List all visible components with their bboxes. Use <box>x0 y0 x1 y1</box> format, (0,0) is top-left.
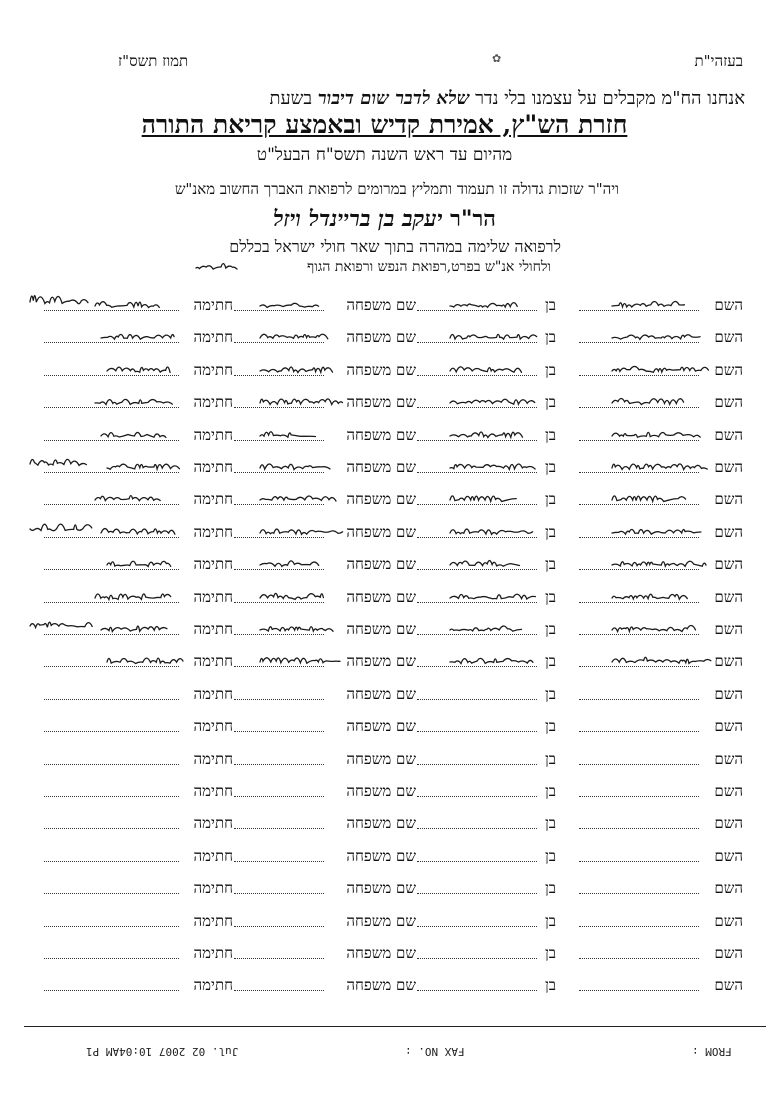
signature-field[interactable] <box>44 361 179 376</box>
signature-label: חתימה <box>193 620 233 638</box>
ben-label: בן <box>544 620 556 638</box>
name-field[interactable] <box>579 652 699 667</box>
signature-field[interactable] <box>44 458 179 473</box>
ben-label: בן <box>544 944 556 962</box>
form-row <box>0 588 769 610</box>
name-label: השם <box>714 782 743 800</box>
father-name-field[interactable] <box>417 523 537 538</box>
signature-field[interactable] <box>44 912 179 927</box>
pledge-title <box>0 110 769 140</box>
form-row <box>0 296 769 318</box>
father-name-field[interactable] <box>417 912 537 927</box>
patient-line <box>0 206 769 232</box>
name-field[interactable] <box>579 555 699 570</box>
family-label: שם משפחה <box>346 750 416 768</box>
family-label: שם משפחה <box>346 426 416 444</box>
ben-label: בן <box>544 555 556 573</box>
ben-label: בן <box>544 523 556 541</box>
ben-label: בן <box>544 652 556 670</box>
name-field[interactable] <box>579 750 699 765</box>
family-name-field[interactable] <box>234 685 324 700</box>
family-label: שם משפחה <box>346 458 416 476</box>
form-row <box>0 361 769 383</box>
header-date: תמוז תשס"ז <box>118 52 189 70</box>
signature-label: חתימה <box>193 328 233 346</box>
name-label: השם <box>714 750 743 768</box>
form-row <box>0 976 769 998</box>
patient-prefix: הר"ר <box>450 206 496 232</box>
name-field[interactable] <box>579 426 699 441</box>
name-label: השם <box>714 879 743 897</box>
form-row <box>0 426 769 448</box>
signature-field[interactable] <box>44 685 179 700</box>
family-label: שם משפחה <box>346 620 416 638</box>
fax-from: FROM : <box>692 1045 732 1058</box>
name-field[interactable] <box>579 912 699 927</box>
father-name-field[interactable] <box>417 426 537 441</box>
name-field[interactable] <box>579 782 699 797</box>
family-label: שם משפחה <box>346 944 416 962</box>
name-label: השם <box>714 652 743 670</box>
signature-label: חתימה <box>193 523 233 541</box>
ben-label: בן <box>544 879 556 897</box>
form-row <box>0 847 769 869</box>
family-label: שם משפחה <box>346 490 416 508</box>
name-field[interactable] <box>579 296 699 311</box>
father-name-field[interactable] <box>417 976 537 991</box>
signature-label: חתימה <box>193 296 233 314</box>
signature-field[interactable] <box>44 782 179 797</box>
family-name-field[interactable] <box>234 879 324 894</box>
dedication-line: ויה"ר שזכות גדולה זו תעמוד ותמליץ במרומים לרפואת האברך החשוב מאנ"ש <box>174 180 619 198</box>
name-field[interactable] <box>579 588 699 603</box>
ben-label: בן <box>544 782 556 800</box>
signature-field[interactable] <box>44 976 179 991</box>
signature-field[interactable] <box>44 588 179 603</box>
patient-name: יעקב בן בריינדל ויזל <box>273 206 443 232</box>
form-row <box>0 523 769 545</box>
name-field[interactable] <box>579 685 699 700</box>
family-name-field[interactable] <box>234 847 324 862</box>
signature-label: חתימה <box>193 588 233 606</box>
name-label: השם <box>714 296 743 314</box>
name-label: השם <box>714 458 743 476</box>
bottom-rule <box>24 1026 766 1027</box>
signature-label: חתימה <box>193 879 233 897</box>
family-label: שם משפחה <box>346 879 416 897</box>
ben-label: בן <box>544 685 556 703</box>
ben-label: בן <box>544 296 556 314</box>
name-label: השם <box>714 912 743 930</box>
name-field[interactable] <box>579 523 699 538</box>
signature-field[interactable] <box>44 879 179 894</box>
signature-field[interactable] <box>44 426 179 441</box>
father-name-field[interactable] <box>417 328 537 343</box>
family-name-field[interactable] <box>234 523 324 538</box>
signature-label: חתימה <box>193 555 233 573</box>
intro-text-b: בשעת <box>269 88 313 109</box>
name-label: השם <box>714 976 743 994</box>
family-name-field[interactable] <box>234 296 324 311</box>
signature-label: חתימה <box>193 490 233 508</box>
signature-field[interactable] <box>44 328 179 343</box>
ben-label: בן <box>544 976 556 994</box>
family-name-field[interactable] <box>234 652 324 667</box>
father-name-field[interactable] <box>417 620 537 635</box>
name-label: השם <box>714 685 743 703</box>
name-field[interactable] <box>579 458 699 473</box>
ben-label: בן <box>544 847 556 865</box>
family-label: שם משפחה <box>346 782 416 800</box>
family-name-field[interactable] <box>234 328 324 343</box>
father-name-field[interactable] <box>417 296 537 311</box>
name-label: השם <box>714 490 743 508</box>
father-name-field[interactable] <box>417 944 537 959</box>
pledge-period: מהיום עד ראש השנה תשס"ח הבעל"ט <box>256 145 513 165</box>
family-name-field[interactable] <box>234 717 324 732</box>
ben-label: בן <box>544 458 556 476</box>
family-label: שם משפחה <box>346 523 416 541</box>
signature-label: חתימה <box>193 717 233 735</box>
form-row <box>0 458 769 480</box>
family-label: שם משפחה <box>346 588 416 606</box>
form-row <box>0 393 769 415</box>
family-label: שם משפחה <box>346 328 416 346</box>
form-row <box>0 879 769 901</box>
name-field[interactable] <box>579 361 699 376</box>
signature-field[interactable] <box>44 555 179 570</box>
father-name-field[interactable] <box>417 879 537 894</box>
name-label: השם <box>714 426 743 444</box>
handwriting-scribble <box>196 264 237 269</box>
form-row <box>0 328 769 350</box>
signature-label: חתימה <box>193 912 233 930</box>
form-row <box>0 717 769 739</box>
healing-line: לרפואה שלימה במהרה בתוך שאר חולי ישראל בכללם <box>229 237 561 256</box>
signature-field[interactable] <box>44 750 179 765</box>
signature-label: חתימה <box>193 361 233 379</box>
family-label: שם משפחה <box>346 393 416 411</box>
name-label: השם <box>714 620 743 638</box>
name-field[interactable] <box>579 976 699 991</box>
signature-field[interactable] <box>44 523 179 538</box>
name-label: השם <box>714 944 743 962</box>
form-row <box>0 620 769 642</box>
family-name-field[interactable] <box>234 976 324 991</box>
ben-label: בן <box>544 426 556 444</box>
form-row <box>0 814 769 836</box>
form-row <box>0 750 769 772</box>
signature-label: חתימה <box>193 685 233 703</box>
signature-label: חתימה <box>193 750 233 768</box>
signature-field[interactable] <box>44 490 179 505</box>
name-field[interactable] <box>579 717 699 732</box>
name-field[interactable] <box>579 847 699 862</box>
signature-label: חתימה <box>193 782 233 800</box>
name-label: השם <box>714 588 743 606</box>
family-label: שם משפחה <box>346 296 416 314</box>
father-name-field[interactable] <box>417 847 537 862</box>
family-name-field[interactable] <box>234 782 324 797</box>
name-field[interactable] <box>579 620 699 635</box>
name-label: השם <box>714 393 743 411</box>
father-name-field[interactable] <box>417 393 537 408</box>
signature-field[interactable] <box>44 944 179 959</box>
fax-date: Jul. 02 2007 10:04AM P1 <box>86 1045 239 1058</box>
name-field[interactable] <box>579 393 699 408</box>
sick-line: ולחולי אנ"ש בפרט,רפואת הנפש ורפואת הגוף <box>306 259 551 275</box>
form-row <box>0 782 769 804</box>
father-name-field[interactable] <box>417 490 537 505</box>
signature-label: חתימה <box>193 814 233 832</box>
family-name-field[interactable] <box>234 490 324 505</box>
ben-label: בן <box>544 361 556 379</box>
name-label: השם <box>714 361 743 379</box>
family-name-field[interactable] <box>234 393 324 408</box>
family-label: שם משפחה <box>346 652 416 670</box>
form-row <box>0 652 769 674</box>
ben-label: בן <box>544 328 556 346</box>
father-name-field[interactable] <box>417 652 537 667</box>
family-label: שם משפחה <box>346 555 416 573</box>
ben-label: בן <box>544 490 556 508</box>
form-row <box>0 555 769 577</box>
form-row <box>0 944 769 966</box>
family-name-field[interactable] <box>234 426 324 441</box>
signature-label: חתימה <box>193 944 233 962</box>
signature-field[interactable] <box>44 393 179 408</box>
pledge-title-text: חזרת הש"ץ, אמירת קדיש ובאמצע קריאת התורה <box>141 110 628 139</box>
signature-label: חתימה <box>193 426 233 444</box>
signature-label: חתימה <box>193 847 233 865</box>
ben-label: בן <box>544 393 556 411</box>
name-label: השם <box>714 328 743 346</box>
family-name-field[interactable] <box>234 588 324 603</box>
name-field[interactable] <box>579 490 699 505</box>
family-label: שם משפחה <box>346 717 416 735</box>
ben-label: בן <box>544 912 556 930</box>
father-name-field[interactable] <box>417 458 537 473</box>
name-field[interactable] <box>579 814 699 829</box>
header-bsd: בעזהי"ת <box>694 52 743 70</box>
name-field[interactable] <box>579 944 699 959</box>
form-row <box>0 685 769 707</box>
father-name-field[interactable] <box>417 750 537 765</box>
family-name-field[interactable] <box>234 361 324 376</box>
signature-field[interactable] <box>44 620 179 635</box>
intro-text-a: אנחנו הח"מ מקבלים על עצמנו בלי נדר <box>475 88 745 109</box>
intro-line-1 <box>269 88 745 109</box>
father-name-field[interactable] <box>417 588 537 603</box>
father-name-field[interactable] <box>417 685 537 700</box>
name-label: השם <box>714 717 743 735</box>
family-label: שם משפחה <box>346 814 416 832</box>
name-field[interactable] <box>579 879 699 894</box>
family-name-field[interactable] <box>234 750 324 765</box>
family-name-field[interactable] <box>234 944 324 959</box>
father-name-field[interactable] <box>417 555 537 570</box>
signature-label: חתימה <box>193 976 233 994</box>
family-name-field[interactable] <box>234 620 324 635</box>
name-label: השם <box>714 847 743 865</box>
fax-number: FAX NO. : <box>405 1045 465 1058</box>
signature-field[interactable] <box>44 652 179 667</box>
signature-label: חתימה <box>193 458 233 476</box>
name-label: השם <box>714 523 743 541</box>
signature-field[interactable] <box>44 717 179 732</box>
family-label: שם משפחה <box>346 685 416 703</box>
family-label: שם משפחה <box>346 847 416 865</box>
intro-text-bold: שלא לדבר שום דיבור <box>317 88 470 109</box>
signature-label: חתימה <box>193 393 233 411</box>
father-name-field[interactable] <box>417 814 537 829</box>
family-name-field[interactable] <box>234 912 324 927</box>
form-row <box>0 490 769 512</box>
family-name-field[interactable] <box>234 458 324 473</box>
family-label: שם משפחה <box>346 912 416 930</box>
father-name-field[interactable] <box>417 361 537 376</box>
signature-field[interactable] <box>44 814 179 829</box>
name-label: השם <box>714 555 743 573</box>
father-name-field[interactable] <box>417 717 537 732</box>
family-name-field[interactable] <box>234 555 324 570</box>
family-label: שם משפחה <box>346 976 416 994</box>
form-row <box>0 912 769 934</box>
ben-label: בן <box>544 588 556 606</box>
signature-label: חתימה <box>193 652 233 670</box>
family-name-field[interactable] <box>234 814 324 829</box>
family-label: שם משפחה <box>346 361 416 379</box>
name-label: השם <box>714 814 743 832</box>
ben-label: בן <box>544 750 556 768</box>
scan-mark: ✿ <box>492 52 502 65</box>
signature-field[interactable] <box>44 296 179 311</box>
father-name-field[interactable] <box>417 782 537 797</box>
ben-label: בן <box>544 814 556 832</box>
name-field[interactable] <box>579 328 699 343</box>
signature-field[interactable] <box>44 847 179 862</box>
ben-label: בן <box>544 717 556 735</box>
